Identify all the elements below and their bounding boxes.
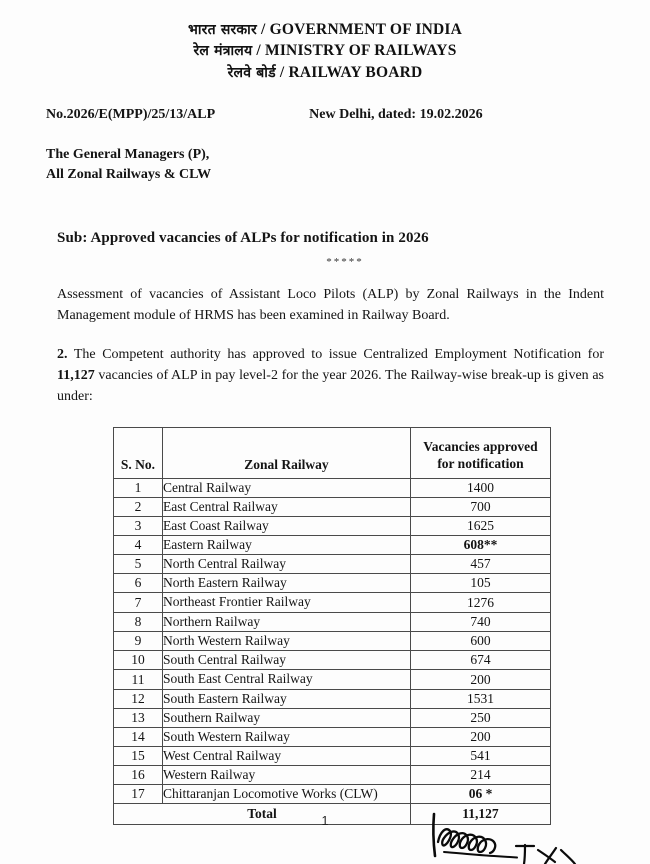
letterhead	[0, 0, 650, 83]
addressee-block	[0, 145, 650, 186]
column-header-vacancies-approved	[411, 427, 551, 478]
column-header-vacancies-line-1: Vacancies approved	[423, 438, 538, 454]
paragraph-2-pre-text: The Competent authority has approved to issue Centralized Employment Notification for	[67, 346, 604, 362]
cell-serial-number: 6	[114, 573, 163, 592]
table-row	[114, 612, 551, 631]
cell-serial-number: 16	[114, 765, 163, 784]
reference-row	[0, 107, 650, 123]
letterhead-hindi-government: भारत सरकार	[187, 22, 257, 38]
cell-vacancies: 600	[411, 631, 551, 650]
cell-zonal-railway: South Central Railway	[163, 650, 411, 669]
table-row	[114, 516, 551, 535]
cell-serial-number: 11	[114, 669, 163, 689]
letterhead-english-board: RAILWAY BOARD	[288, 63, 423, 81]
cell-zonal-railway: Southern Railway	[163, 708, 411, 727]
table-row	[114, 478, 551, 497]
paragraph-2-post-text: vacancies of ALP in pay level-2 for the year 2026. The Railway-wise break-up is given as under:	[57, 367, 604, 404]
paragraph-2-total-figure: 11,127	[57, 367, 95, 383]
cell-vacancies: 06 *	[411, 784, 551, 803]
cell-vacancies: 214	[411, 765, 551, 784]
cell-serial-number: 4	[114, 535, 163, 554]
cell-zonal-railway: North Eastern Railway	[163, 573, 411, 592]
letterhead-separator-2: /	[252, 42, 265, 60]
cell-zonal-railway: North Central Railway	[163, 554, 411, 573]
table-body	[114, 478, 551, 803]
cell-vacancies: 608**	[411, 535, 551, 554]
letterhead-hindi-board: रेलवे बोर्ड	[227, 64, 276, 81]
table-header-row	[114, 427, 551, 478]
cell-zonal-railway: Western Railway	[163, 765, 411, 784]
table-row	[114, 669, 551, 689]
table-row	[114, 784, 551, 803]
table-row	[114, 708, 551, 727]
table-row	[114, 497, 551, 516]
letterhead-line-government	[0, 19, 650, 40]
cell-vacancies: 674	[411, 650, 551, 669]
paragraph-1: Assessment of vacancies of Assistant Loco Pilots (ALP) by Zonal Railways in the Indent Management module of HRMS has been examined in Railway Board.	[57, 286, 604, 323]
reference-number: No.2026/E(MPP)/25/13/ALP	[46, 107, 216, 123]
table-row	[114, 631, 551, 650]
asterisk-divider: *****	[326, 255, 364, 268]
cell-serial-number: 12	[114, 689, 163, 708]
letterhead-english-government: GOVERNMENT OF INDIA	[269, 21, 463, 38]
table-row	[114, 765, 551, 784]
cell-zonal-railway: Chittaranjan Locomotive Works (CLW)	[163, 784, 411, 803]
cell-serial-number: 1	[114, 478, 163, 497]
table-row	[114, 592, 551, 612]
cell-serial-number: 3	[114, 516, 163, 535]
letterhead-separator-3: /	[275, 63, 289, 81]
place-and-date: New Delhi, dated: 19.02.2026	[309, 107, 483, 123]
vacancy-table	[113, 427, 551, 825]
addressee-line-1: The General Managers (P),	[46, 147, 210, 163]
table-row	[114, 535, 551, 554]
handwritten-signature	[428, 812, 628, 864]
cell-zonal-railway: South Eastern Railway	[163, 689, 411, 708]
cell-zonal-railway: East Central Railway	[163, 497, 411, 516]
table-row	[114, 689, 551, 708]
cell-vacancies: 1276	[411, 592, 551, 612]
cell-serial-number: 15	[114, 746, 163, 765]
cell-zonal-railway: Central Railway	[163, 478, 411, 497]
cell-vacancies: 1625	[411, 516, 551, 535]
cell-zonal-railway: South Western Railway	[163, 727, 411, 746]
cell-vacancies: 250	[411, 708, 551, 727]
letterhead-english-ministry: MINISTRY OF RAILWAYS	[265, 42, 457, 60]
addressee-line-2: All Zonal Railways & CLW	[46, 167, 212, 183]
column-header-serial-number: S. No.	[114, 427, 163, 478]
cell-vacancies: 200	[411, 727, 551, 746]
cell-serial-number: 10	[114, 650, 163, 669]
letterhead-hindi-ministry: रेल मंत्रालय	[193, 43, 253, 60]
cell-zonal-railway: Northern Railway	[163, 612, 411, 631]
cell-zonal-railway: Eastern Railway	[163, 535, 411, 554]
cell-zonal-railway: North Western Railway	[163, 631, 411, 650]
total-label: Total	[114, 803, 411, 824]
cell-serial-number: 9	[114, 631, 163, 650]
cell-vacancies: 541	[411, 746, 551, 765]
paragraph-2-number: 2.	[57, 346, 68, 362]
table-row	[114, 746, 551, 765]
page-number: 1	[321, 814, 329, 828]
table-row	[114, 573, 551, 592]
cell-vacancies: 457	[411, 554, 551, 573]
subject-line: Sub: Approved vacancies of ALPs for notification in 2026	[57, 229, 429, 246]
total-vacancies: 11,127	[411, 803, 551, 824]
column-header-zonal-railway: Zonal Railway	[163, 427, 411, 478]
cell-serial-number: 14	[114, 727, 163, 746]
letterhead-separator-1: /	[256, 21, 270, 38]
cell-zonal-railway: East Coast Railway	[163, 516, 411, 535]
cell-zonal-railway: South East Central Railway	[163, 669, 411, 689]
column-header-vacancies-line-2: for notification	[437, 456, 524, 472]
letterhead-line-ministry	[0, 40, 650, 61]
cell-serial-number: 7	[114, 592, 163, 612]
vacancy-table-container	[0, 427, 650, 825]
cell-zonal-railway: Northeast Frontier Railway	[163, 592, 411, 612]
letterhead-line-board	[0, 62, 650, 83]
cell-serial-number: 2	[114, 497, 163, 516]
cell-zonal-railway: West Central Railway	[163, 746, 411, 765]
cell-serial-number: 5	[114, 554, 163, 573]
table-row	[114, 727, 551, 746]
table-row	[114, 554, 551, 573]
cell-vacancies: 105	[411, 573, 551, 592]
cell-vacancies: 1400	[411, 478, 551, 497]
cell-vacancies: 740	[411, 612, 551, 631]
cell-vacancies: 200	[411, 669, 551, 689]
table-row	[114, 650, 551, 669]
cell-vacancies: 700	[411, 497, 551, 516]
cell-serial-number: 17	[114, 784, 163, 803]
cell-serial-number: 8	[114, 612, 163, 631]
paragraph-2	[0, 344, 650, 407]
cell-vacancies: 1531	[411, 689, 551, 708]
table-head	[114, 427, 551, 478]
cell-serial-number: 13	[114, 708, 163, 727]
